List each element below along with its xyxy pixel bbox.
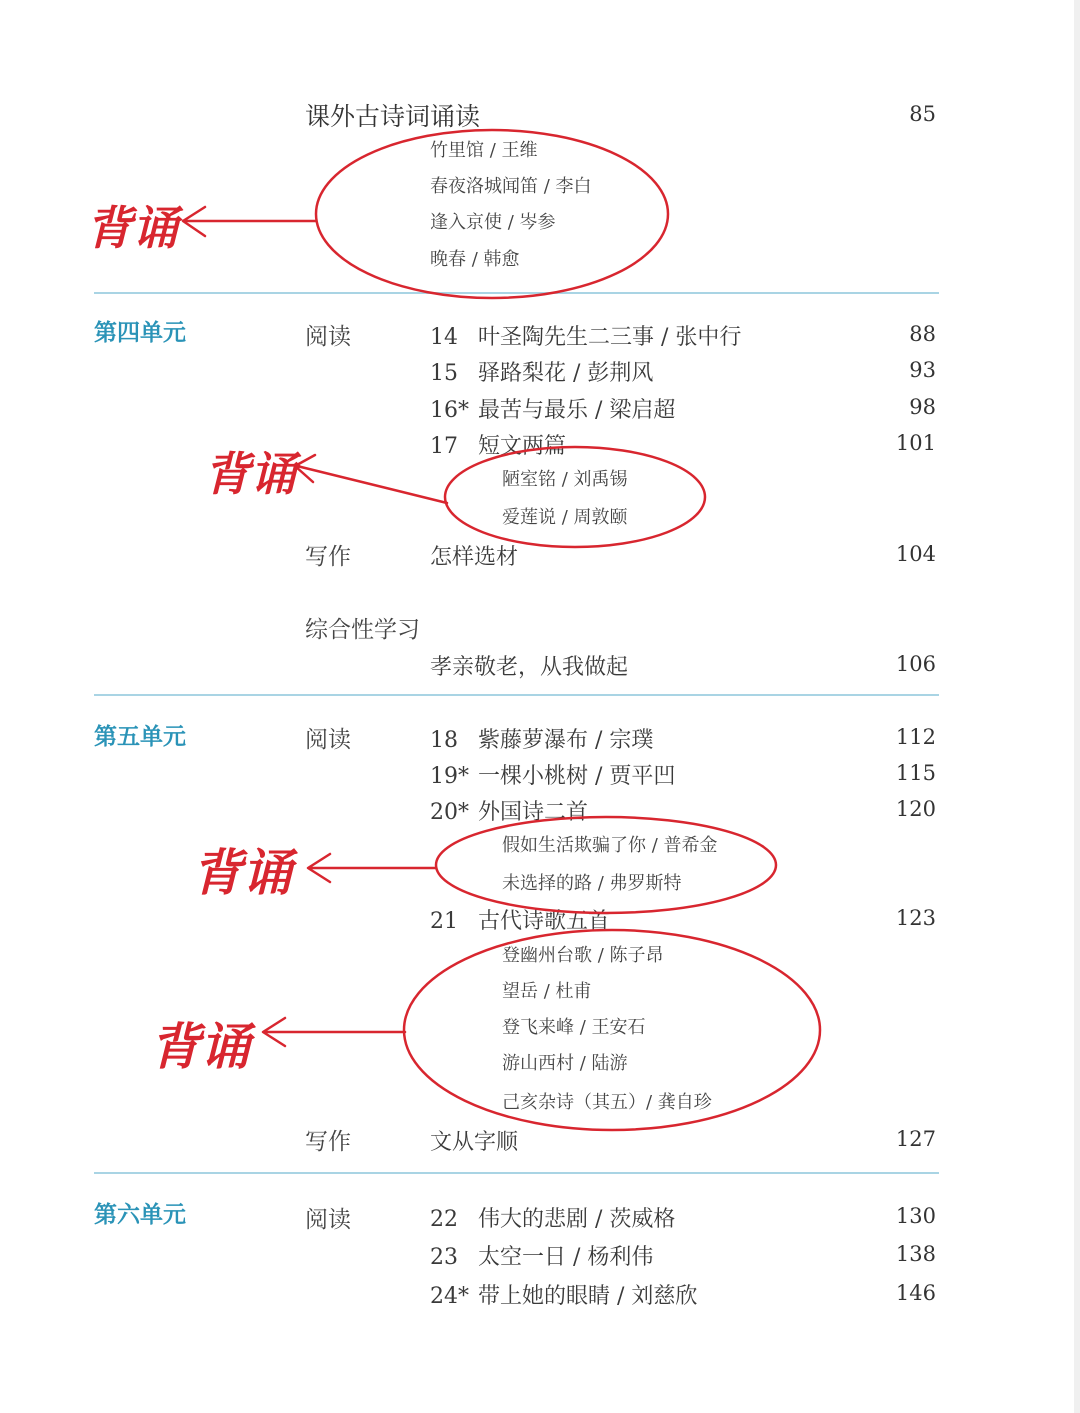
unit-5-title: 第五单元 <box>94 723 186 750</box>
entry-title: 太空一日 / 杨利伟 <box>478 1245 654 1270</box>
entry-page: 98 <box>909 395 936 419</box>
poem-line: 春夜洛城闻笛 / 李白 <box>430 176 592 197</box>
reading-label: 阅读 <box>305 324 351 350</box>
entry-number: 15 <box>430 361 458 386</box>
entry-title: 古代诗歌五首 <box>478 909 611 934</box>
handwritten-label: 背诵 <box>204 447 296 501</box>
entry-page: 127 <box>895 1127 936 1151</box>
toc-entry <box>430 759 675 790</box>
entry-page: 138 <box>895 1242 936 1266</box>
poem-line: 登飞来峰 / 王安石 <box>502 1017 646 1038</box>
writing-label: 写作 <box>305 544 351 570</box>
poem-line: 爱莲说 / 周敦颐 <box>502 507 628 528</box>
entry-page: 120 <box>895 797 936 821</box>
toc-entry <box>430 1279 697 1310</box>
entry-title: 一棵小桃树 / 贾平凹 <box>478 764 676 789</box>
entry-title: 驿路梨花 / 彭荆风 <box>478 361 654 386</box>
section-divider <box>94 292 939 294</box>
handwritten-label: 背诵 <box>150 1017 250 1076</box>
entry-number: 21 <box>430 909 458 934</box>
poem-line: 己亥杂诗（其五）/ 龚自珍 <box>502 1092 712 1113</box>
section-divider <box>94 694 939 696</box>
entry-number: 17 <box>430 434 458 459</box>
study-label: 综合性学习 <box>305 617 420 643</box>
entry-page: 112 <box>895 725 936 749</box>
annotation-circle <box>445 447 705 547</box>
entry-page: 101 <box>895 431 936 455</box>
toc-entry <box>430 356 653 387</box>
entry-title: 紫藤萝瀑布 / 宗璞 <box>478 728 654 753</box>
entry-number: 20* <box>430 800 469 825</box>
poem-line: 竹里馆 / 王维 <box>430 140 538 161</box>
entry-page: 88 <box>909 322 936 346</box>
reading-label: 阅读 <box>305 1207 351 1233</box>
writing-label: 写作 <box>305 1129 351 1155</box>
entry-number: 23 <box>430 1245 458 1270</box>
poem-line: 登幽州台歌 / 陈子昂 <box>502 945 664 966</box>
extracurricular-title: 课外古诗词诵读 <box>305 102 481 131</box>
poem-line: 晚春 / 韩愈 <box>430 249 520 270</box>
entry-number: 22 <box>430 1207 458 1232</box>
entry-title: 伟大的悲剧 / 茨威格 <box>478 1207 676 1232</box>
toc-entry <box>430 795 588 826</box>
handwritten-label: 背诵 <box>86 201 178 255</box>
toc-entry <box>430 723 653 754</box>
entry-page: 106 <box>895 652 936 676</box>
section-divider <box>94 1172 939 1174</box>
handwritten-label: 背诵 <box>192 843 292 902</box>
entry-page: 123 <box>895 906 936 930</box>
poem-line: 未选择的路 / 弗罗斯特 <box>502 873 682 894</box>
annotation-arrow <box>295 455 447 503</box>
entry-title: 短文两篇 <box>478 434 567 459</box>
entry-page: 146 <box>895 1281 936 1305</box>
unit-4-title: 第四单元 <box>94 319 186 346</box>
reading-label: 阅读 <box>305 727 351 753</box>
toc-entry <box>430 1202 675 1233</box>
toc-entry <box>430 904 610 935</box>
entry-number: 16* <box>430 398 469 423</box>
entry-title: 带上她的眼睛 / 刘慈欣 <box>478 1284 698 1309</box>
toc-entry <box>430 1240 653 1271</box>
entry-page: 104 <box>895 542 936 566</box>
entry-title: 叶圣陶先生二三事 / 张中行 <box>478 325 742 350</box>
extracurricular-page: 85 <box>909 102 936 126</box>
entry-title: 外国诗二首 <box>478 800 589 825</box>
annotation-arrow <box>308 854 436 882</box>
poem-line: 逢入京使 / 岑参 <box>430 212 556 233</box>
toc-entry <box>430 429 566 460</box>
poem-line: 假如生活欺骗了你 / 普希金 <box>502 835 718 856</box>
study-title: 孝亲敬老，从我做起 <box>430 655 629 680</box>
writing-title: 怎样选材 <box>430 545 519 570</box>
toc-entry <box>430 393 675 424</box>
annotation-arrow <box>263 1018 405 1046</box>
page-edge-shadow <box>1074 0 1080 1413</box>
entry-page: 130 <box>895 1204 936 1228</box>
entry-number: 18 <box>430 728 458 753</box>
unit-6-title: 第六单元 <box>94 1201 186 1228</box>
entry-number: 14 <box>430 325 458 350</box>
annotation-arrow <box>183 207 316 236</box>
toc-entry <box>430 320 741 351</box>
writing-title: 文从字顺 <box>430 1130 519 1155</box>
poem-line: 望岳 / 杜甫 <box>502 981 592 1002</box>
poem-line: 游山西村 / 陆游 <box>502 1053 628 1074</box>
entry-title: 最苦与最乐 / 梁启超 <box>478 398 676 423</box>
entry-number: 19* <box>430 764 469 789</box>
entry-page: 115 <box>895 761 936 785</box>
poem-line: 陋室铭 / 刘禹锡 <box>502 469 628 490</box>
entry-page: 93 <box>909 358 936 382</box>
entry-number: 24* <box>430 1284 469 1309</box>
